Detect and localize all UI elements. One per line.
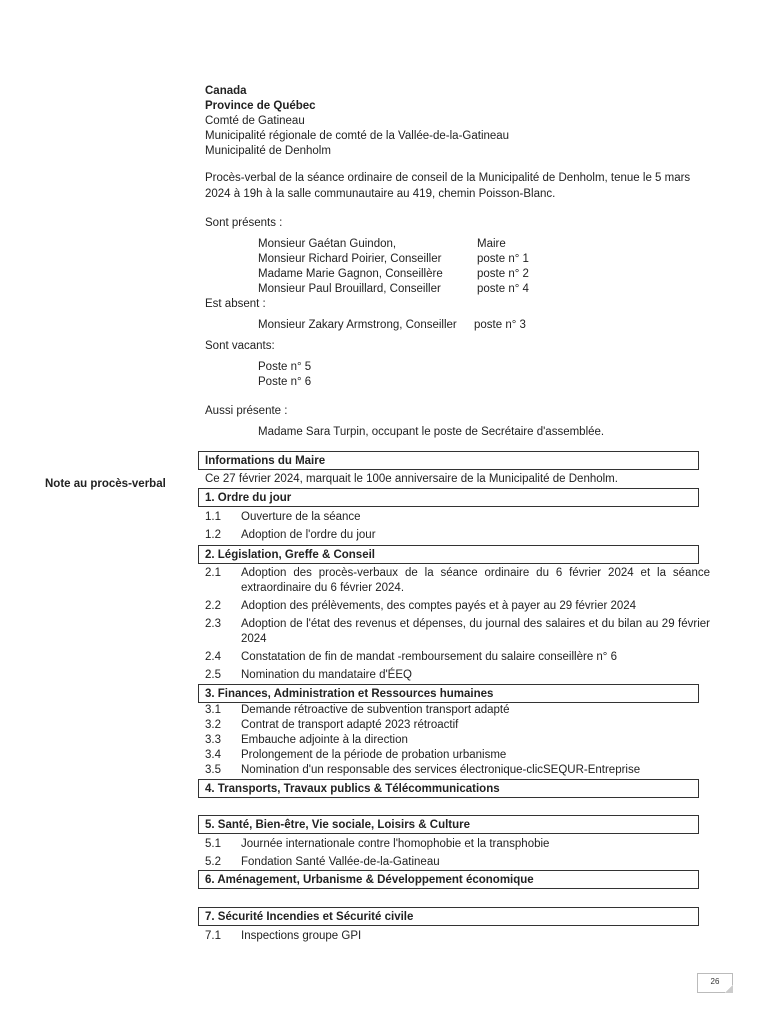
present-row: [205, 267, 710, 282]
person-role: Maire: [477, 238, 506, 250]
present-row: [205, 252, 710, 267]
person-name: Monsieur Zakary Armstrong, Conseiller: [258, 319, 457, 331]
present-list: [205, 237, 710, 297]
section-header: 2. Législation, Greffe & Conseil: [198, 545, 699, 564]
vacant-list: [205, 360, 710, 390]
absent-label: Est absent :: [205, 298, 266, 310]
person-role: poste n° 4: [477, 283, 529, 295]
section-header: 3. Finances, Administration et Ressources humaines: [198, 684, 699, 703]
person-role: poste n° 3: [474, 319, 526, 331]
section-maire-header: Informations du Maire: [198, 451, 699, 470]
person-role: poste n° 1: [477, 253, 529, 265]
section-items: [205, 837, 710, 870]
agenda-item: 2.2 Adoption des prélèvements, des comptes payés et à payer au 29 février 2024: [205, 600, 637, 612]
agenda-item: 2.4 Constatation de fin de mandat -remboursement du salaire conseillère n° 6: [205, 651, 618, 663]
agenda: [205, 451, 710, 944]
municipality: Municipalité de Denholm: [205, 145, 331, 157]
agenda-item: 5.1 Journée internationale contre l'homophobie et la transphobie: [205, 838, 550, 850]
mrc: Municipalité régionale de comté de la Vallée-de-la-Gatineau: [205, 130, 510, 142]
agenda-item: 3.2 Contrat de transport adapté 2023 rétroactif: [205, 719, 459, 731]
person-name: Monsieur Gaétan Guindon,: [258, 238, 397, 250]
agenda-item: 3.4 Prolongement de la période de probation urbanisme: [205, 749, 507, 761]
vacant-item: Poste n° 5: [258, 361, 312, 373]
absent-row: [205, 318, 710, 333]
section-header: 6. Aménagement, Urbanisme & Développement économique: [198, 870, 699, 889]
present-row: [205, 237, 710, 252]
person-name: Madame Marie Gagnon, Conseillère: [258, 268, 443, 280]
vacant-item: Poste n° 6: [258, 376, 312, 388]
vacant-label: Sont vacants:: [205, 340, 275, 352]
section-header: 1. Ordre du jour: [198, 488, 699, 507]
section-items: [205, 929, 710, 944]
document-body: [205, 84, 710, 944]
section-header: 7. Sécurité Incendies et Sécurité civile: [198, 907, 699, 926]
section-items: [205, 510, 710, 543]
note-label: Note au procès-verbal: [45, 478, 166, 490]
present-row: [205, 282, 710, 297]
agenda-item: 3.3 Embauche adjointe à la direction: [205, 734, 408, 746]
also-present: Madame Sara Turpin, occupant le poste de Secrétaire d'assemblée.: [258, 426, 605, 438]
country: Canada: [205, 85, 247, 97]
county: Comté de Gatineau: [205, 115, 305, 127]
maire-note: Ce 27 février 2024, marquait le 100e anniversaire de la Municipalité de Denholm.: [205, 473, 618, 485]
agenda-item: 3.5 Nomination d'un responsable des services électronique-clicSEQUR-Entreprise: [205, 764, 641, 776]
agenda-item: 1.1 Ouverture de la séance: [205, 511, 361, 523]
section-items: [205, 703, 710, 778]
person-role: poste n° 2: [477, 268, 529, 280]
person-name: Monsieur Richard Poirier, Conseiller: [258, 253, 442, 265]
agenda-item: 2.3 Adoption de l'état des revenus et dépenses, du journal des salaires et du bilan au 29 février 2024: [205, 618, 710, 645]
agenda-item: 5.2 Fondation Santé Vallée-de-la-Gatineau: [205, 856, 440, 868]
agenda-item: 7.1 Inspections groupe GPI: [205, 930, 362, 942]
page-number: 26: [697, 973, 733, 993]
section-header: 5. Santé, Bien-être, Vie sociale, Loisirs & Culture: [198, 815, 699, 834]
agenda-item: 1.2 Adoption de l'ordre du jour: [205, 529, 376, 541]
province: Province de Québec: [205, 100, 316, 112]
section-items: [205, 566, 710, 683]
present-label: Sont présents :: [205, 217, 283, 229]
agenda-item: 2.5 Nomination du mandataire d'ÉEQ: [205, 669, 412, 681]
agenda-item: 3.1 Demande rétroactive de subvention transport adapté: [205, 704, 510, 716]
section-header: 4. Transports, Travaux publics & Télécommunications: [198, 779, 699, 798]
also-label: Aussi présente :: [205, 405, 288, 417]
person-name: Monsieur Paul Brouillard, Conseiller: [258, 283, 441, 295]
agenda-item: 2.1 Adoption des procès-verbaux de la séance ordinaire du 6 février 2024 et la séance extraordinaire du 6 février 2024.: [205, 567, 710, 594]
intro-paragraph: Procès-verbal de la séance ordinaire de conseil de la Municipalité de Denholm, tenue le 5 mars 2024 à 19h à la salle communautaire au 419, chemin Poisson-Blanc.: [205, 172, 691, 200]
